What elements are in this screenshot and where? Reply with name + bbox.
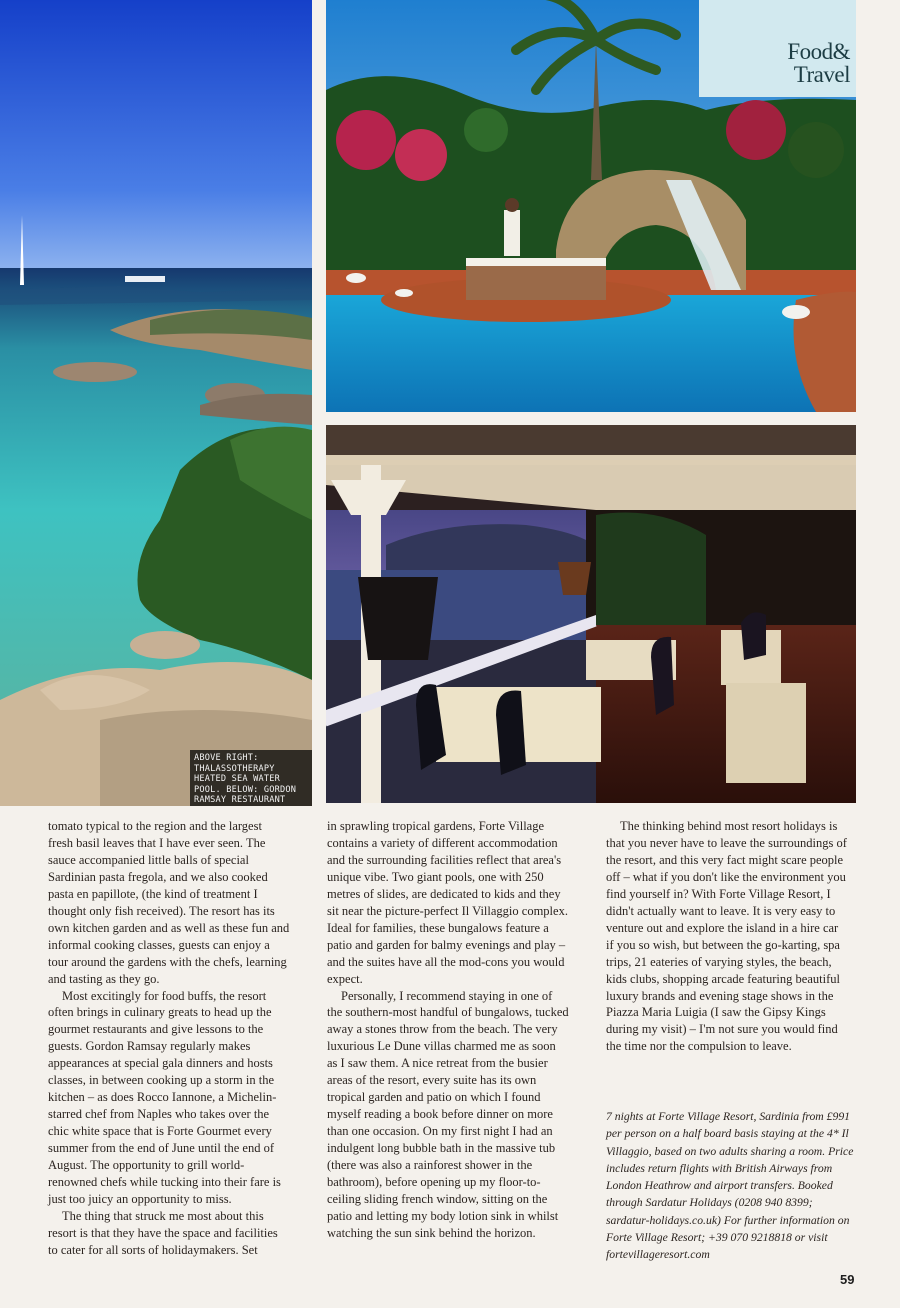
article-paragraph: The thinking behind most resort holidays is that you never have to leave the surroundings of the resort, and this very fact might scare people off – what if you don't like the environment you find yourself in? With Forte Village Resort, I didn't actually want to leave. It is very easy to venture out and explore the island in a hire car if you so wish, but between the go-karting, spa trips, 21 eateries of varying styles, the beach, kids clubs, shopping arcade featuring beautiful luxury brands and evening stage shows in the Piazza Maria Luigia (I saw the Gipsy Kings during my visit) – I'm not sure you would find the time nor the compulsion to leave. bbox=[606, 819, 847, 1054]
caption-line: RAMSAY RESTAURANT bbox=[194, 795, 286, 805]
article-paragraph: tomato typical to the region and the largest fresh basil leaves that I have ever seen. The sauce accompanied little balls of special Sardinian pasta fregola, and we also cooked pasta en papillote, (the kind of treatment I thought only fish received). The resort has its own kitchen garden and as well as these fun and informal cooking classes, guests can enjoy a tour around the gardens with the chefs, learning and tasting as they go. bbox=[48, 819, 290, 986]
food-travel-logo bbox=[699, 0, 856, 97]
caption-line: HEATED SEA WATER bbox=[194, 774, 280, 784]
restaurant-photo bbox=[326, 425, 856, 803]
travel-info-box: 7 nights at Forte Village Resort, Sardinia from £991 per person on a half board basis staying at the 4* Il Villaggio, based on two adults sharing a room. Price includes return flights with British Airways from London Heathrow and airport transfers. Booked through Sardatur Holidays (0208 940 8399; sardatur-holidays.co.uk) For further information on Forte Village Resort; +39 070 9218818 or visit fortevillageresort.com bbox=[606, 1110, 854, 1262]
article-column-3 bbox=[606, 818, 848, 1055]
photo-caption bbox=[190, 750, 312, 806]
article-column-2 bbox=[327, 818, 569, 1242]
article-paragraph: The thing that struck me most about this resort is that they have the space and facilities to cater for all sorts of holidaymakers. Set bbox=[48, 1208, 278, 1257]
logo-line: Travel bbox=[793, 62, 850, 87]
page-number: 59 bbox=[840, 1272, 855, 1287]
article-column-1 bbox=[48, 818, 290, 1259]
article-paragraph: in sprawling tropical gardens, Forte Village contains a variety of different accommodation and the surrounding facilities reflect that area's unique vibe. Two giant pools, one with 250 metres of slides, are dedicated to kids and they sit near the picture-perfect Il Villaggio complex. Ideal for families, these bungalows feature a patio and garden for balmy evenings and play – and the suites have all the mod-cons you would expect. bbox=[327, 819, 568, 986]
logo-line: Food& bbox=[787, 39, 850, 64]
caption-line: THALASSOTHERAPY bbox=[194, 763, 275, 774]
caption-line: POOL. BELOW: GORDON bbox=[194, 784, 297, 795]
coastline-photo bbox=[0, 0, 312, 806]
article-paragraph: Most excitingly for food buffs, the resort often brings in culinary greats to head up the gourmet restaurants and give lessons to the guests. Gordon Ramsay regularly makes appearances at special gala dinners and hosts classes, in between cooking up a storm in the kitchen – as does Rocco Iannone, a Michelin-starred chef from Naples who takes over the chic white space that is Forte Gourmet every summer from the end of June until the end of August. The opportunity to grill world-renowned chefs while tucking into their fare is just too juicy an opportunity to miss. bbox=[48, 988, 281, 1206]
article-paragraph: Personally, I recommend staying in one of the southern-most handful of bungalows, tucked away a stones throw from the beach. The very luxurious Le Dune villas charmed me as soon as I saw them. A nice retreat from the busier areas of the resort, every suite has its own tropical garden and patio on which I found myself reading a book before dinner on more than one occasion. On my first night I had an indulgent long bubble bath in the massive tub (there was also a rainforest shower in the bathroom), before opening up my floor-to-ceiling sliding french window, sitting on the patio and letting my body lotion sink in whilst watching the sun sink behind the horizon. bbox=[327, 988, 569, 1240]
caption-line: ABOVE RIGHT: bbox=[194, 753, 259, 763]
